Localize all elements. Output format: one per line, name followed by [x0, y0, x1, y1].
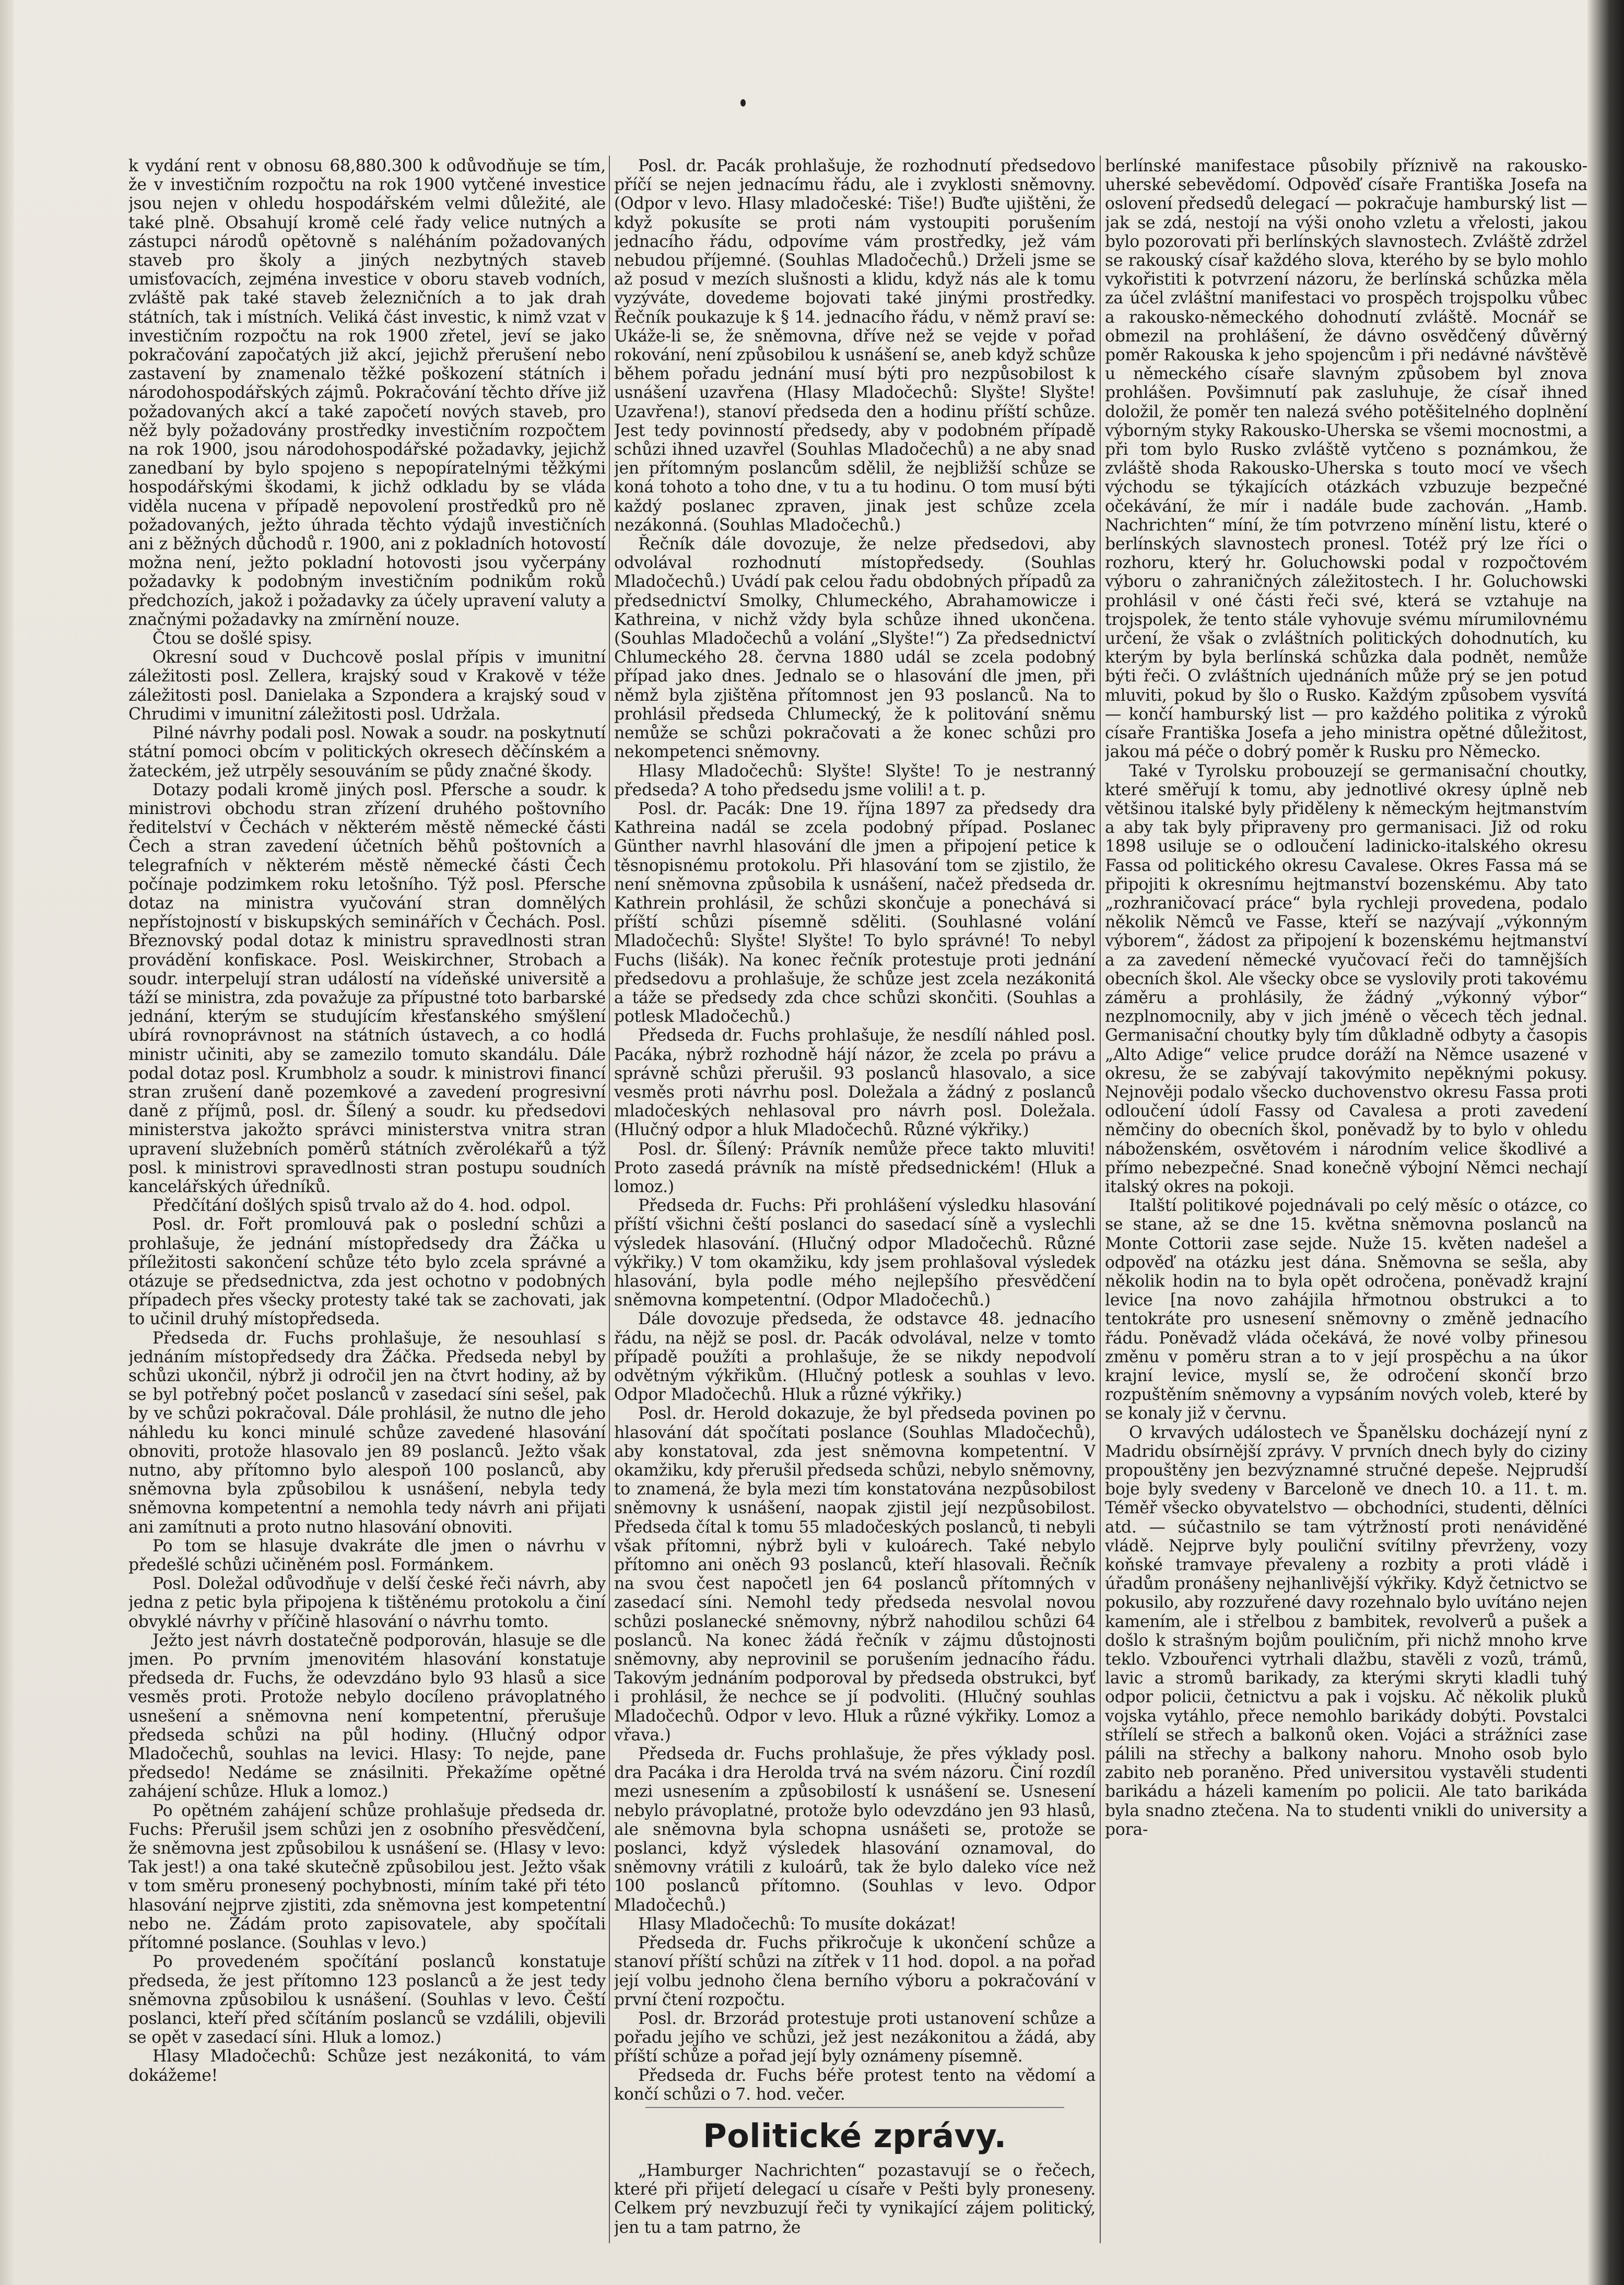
paragraph: Posl. dr. Herold dokazuje, že byl předseda povinen po hlasování dát spočítati poslance (Souhlas Mladočechů), aby konstatoval, zda jest sněmovna kompetentní. V okamžiku, kdy přerušil předseda schůzi, nebylo sněmovny, to znamená, že byla mezi tím konstatována nezpůsobilost sněmovny k usnášení, naopak zjistil její nezpůsobilost. Předseda čítal k tomu 55 mladočeských poslanců, ti nebyli však přítomni, nýbrž byli v kuloárech. Také nebylo přítomno ani oněch 93 poslanců, kteří hlasovali. Řečník na svou čest napočetl jen 64 poslanců přítomných v zasedací síni. Nemohl tedy předseda nesvolal novou schůzi poslanecké sněmovny, nýbrž nahodilou schůzi 64 poslanců. Na konec žádá řečník v zájmu důstojnosti sněmovny, aby neprovinil se porušením jednacího řádu. Takovým jednáním podporoval by předseda obstrukci, byť i prohlásil, že nechce se jí podvoliti. (Hlučný souhlas Mladočechů. Odpor v levo. Hluk a různé výkřiky. Lomoz a vřava.)	[614, 1404, 1096, 1745]
page-right-edge	[1587, 0, 1624, 2285]
paragraph: Po opětném zahájení schůze prohlašuje předseda dr. Fuchs: Přerušil jsem schůzi jen z osobního přesvědčení, že sněmovna jest způsobilou k usnášení se. (Hlasy v levo: Tak jest!) a ona také skutečně způsobilou jest. Ježto však v tom směru pronesený pochybnosti, míním také při této hlasování nejprve zjistiti, zda sněmovna jest kompetentní nebo ne. Žádám proto zapisovatele, aby spočítali přítomné poslance. (Souhlas v levo.)	[128, 1801, 606, 1953]
section-divider	[645, 2107, 1064, 2108]
paragraph: Čtou se došlé spisy.	[152, 629, 312, 649]
paragraph: Předseda dr. Fuchs prohlašuje, že nesdílí náhled posl. Pacáka, nýbrž rozhodně hájí názor, že zcela po právu a správně schůzi přerušil. 93 poslanců hlasovalo, a sice vesměs proti návrhu posl. Doležala a žádný z poslanců mladočeských nehlasoval pro návrh posl. Doležala. (Hlučný odpor a hluk Mladočechů. Různé výkřiky.)	[614, 1026, 1096, 1140]
paragraph: k vydání rent v obnosu 68,880.300 k odůvodňuje se tím, že v investičním rozpočtu na rok 1900 vytčené investice jsou nejen v ohledu hospodářském velmi důležité, ale také plně. Obsahují kromě celé řady velice nutných a zástupci národů opětovně s naléháním požadovaných staveb pro školy a jiných nezbytných staveb umisťovacích, zejména investice v oboru staveb vodních, zvláště pak také staveb železničních a to jak drah státních, tak i místních. Veliká část investic, k nimž vzat v investičním rozpočtu na rok 1900 zřetel, jeví se jako pokračování započatých již akcí, jejichž přerušení nebo zastavení by znamenalo těžké poškození státních i národohospodářských zájmů. Pokračování těchto dříve již požadovaných akcí a také započetí nových staveb, pro něž byly požadovány prostředky investičním rozpočtem na rok 1900, jsou národohospodářské požadavky, jejichž zanedbaní by bylo spojeno s nepopíratelnými těžkými hospodářskými škodami, k jichž odkladu by se vláda viděla nucena v případě nepovolení prostředků pro ně požadovaných, ježto úhrada těchto výdajů investičních ani z běžných důchodů r. 1900, ani z pokladních hotovostí možna není, ježto pokladní hotovosti jsou vyčerpány požadavky k podobným investičním podnikům roků předchozích, jakož i požadavky za účely upravení valuty a značnými požadavky na zmírnění nouze.	[128, 157, 606, 629]
paragraph: Hlasy Mladočechů: Schůze jest nezákonitá, to vám dokážeme!	[128, 2047, 606, 2085]
paragraph: Okresní soud v Duchcově poslal přípis v imunitní záležitosti posl. Zellera, krajský soud v Krakově v téže záležitosti posl. Danielaka a Szpondera a krajský soud v Chrudimi v imunitní záležitosti posl. Udržala.	[128, 648, 606, 724]
paragraph: Předseda dr. Fuchs: Při prohlášení výsledku hlasování příští všichni čeští poslanci do sasedací síně a vyslechli výsledek hlasování. (Hlučný odpor Mladočechů. Různé výkřiky.) V tom okamžiku, kdy jsem prohlašoval výsledek hlasování, byla podle mého nejlepšího přesvědčení sněmovna kompetentní. (Odpor Mladočechů.)	[614, 1196, 1096, 1310]
paragraph: Řečník dále dovozuje, že nelze předsedovi, aby odvolával rozhodnutí místopředsedy. (Souhlas Mladočechů.) Uvádí pak celou řadu obdobných případů za předsednictví Smolky, Chlumeckého, Abrahamowicze i Kathreina, v nichž vždy byla schůze ihned ukončena. (Souhlas Mladočechů a volání „Slyšte!“) Za předsednictví Chlumeckého 28. června 1880 udál se zcela podobný případ jako dnes. Jednalo se o hlasování dle jmen, při němž byla zjištěna přítomnost jen 93 poslanců. Na to prohlásil předseda Chlumecký, že k politování sněmu nemůže se schůzi pokračovati a že konec schůzi pro nekompetenci sněmovny.	[614, 535, 1096, 762]
paragraph: Předčítání došlých spisů trvalo až do 4. hod. odpol.	[152, 1196, 571, 1216]
paragraph: Hlasy Mladočechů: Slyšte! Slyšte! To je nestranný předseda? A toho předsedu jsme volili! a t. p.	[614, 761, 1096, 799]
paragraph: O krvavých událostech ve Španělsku docházejí nyní z Madridu obsírnější zprávy. V prvních dnech byly do ciziny propouštěny jen bezvýznamné stručné depeše. Nejprudší boje byly svedeny v Barceloně ve dnech 10. a 11. t. m. Téměř všecko obyvatelstvo — obchodníci, studenti, dělníci atd. — súčastnilo se tam výtržností proti nenáviděné vládě. Nejprve byly pouliční svítilny převrženy, vozy koňské tramvaye převaleny a rozbity a proti vládě i úřadům pronášeny nejhanlivější výkřiky. Když četnictvo se pokusilo, aby rozzuřené davy rozehnalo bylo uvítáno nejen kamením, ale i střelbou z bambitek, revolverů a pušek a došlo k strašným bojům pouličním, při nichž mnoho krve teklo. Vzbouřenci vytrhali dlažbu, stavěli z vozů, trámů, lavic a stromů barikady, za kterými skryti kladli tuhý odpor policii, četnictvu a pak i vojsku. Ač několik pluků vojska vytáhlo, přece nemohlo barikády dobýti. Povstalci střílelí se střech a balkonů oken. Vojáci a strážníci zase pálili na střechy a balkony nahoru. Mnoho osob bylo zabito neb poraněno. Před universitou vystavěli studenti barikádu a házeli kamením po policii. Ale tato barikáda byla snadno ztečena. Na to studenti vnikli do university a pora-	[1105, 1423, 1587, 1839]
paragraph: Posl. dr. Brzorád protestuje proti ustanovení schůze a pořadu jejího ve schůzi, jež jest nezákonitou a žádá, aby příští schůze a pořad její byly oznámeny písemně.	[614, 2009, 1096, 2066]
column-rule	[609, 156, 610, 2243]
column-1	[128, 157, 606, 2246]
paragraph: Po provedeném spočítání poslanců konstatuje předseda, že jest přítomno 123 poslanců a že jest tedy sněmovna způsobilou k usnášení. (Souhlas v levo. Čeští poslanci, kteří před sčítáním poslanců se vzdálili, objevili se opět v zasedací síni. Hluk a lomoz.)	[128, 1952, 606, 2047]
paragraph: Dotazy podali kromě jiných posl. Pfersche a soudr. k ministrovi obchodu stran zřízení druhého poštovního ředitelství v Čechách v některém městě německé části Čech a stran zavedení účetních běhů poštovních a telegrafních v některém městě německé části Čech počínaje podzimkem roku letošního. Týž posl. Pfersche dotaz na ministra vyučování stran domnělých nepřístojností v biskupských seminářích v Čechách. Posl. Březnovský podal dotaz k ministru spravedlnosti stran provádění konfiskace. Posl. Weiskirchner, Strobach a soudr. interpelují stran událostí na vídeňské universitě a táží se ministra, zda považuje za přípustné toto barbarské jednání, kterým se studujícím křesťanského smýšlení ubírá rovnoprávnost na státních ústavech, a co hodlá ministr učiniti, aby se zamezilo tomuto skandálu. Dále podal dotaz posl. Krumbholz a soudr. k ministrovi financí stran zrušení daně pozemkové a zavedení progresivní daně z příjmů, posl. dr. Šílený a soudr. ku předsedovi ministerstva jakožto správci ministerstva vnitra stran upravení služebních poměrů státních zvěrolékařů a týž posl. k ministrovi spravedlnosti stran postupu soudních kancelářských úředníků.	[128, 780, 606, 1196]
paragraph: Posl. dr. Šílený: Právník nemůže přece takto mluviti! Proto zasedá právník na místě předsednickém! (Hluk a lomoz.)	[614, 1139, 1096, 1196]
paragraph: Posl. dr. Fořt promlouvá pak o poslední schůzi a prohlašuje, že jednání místopředsedy dra Žáčka u příležitosti sakončení schůze této bylo zcela správné a otázuje se předsednictva, zda jest ochotno v podobných případech přes všecky protesty také tak se zachovati, jak to učinil druhý místopředseda.	[128, 1215, 606, 1329]
ink-speck	[740, 99, 746, 107]
paragraph: Italští politikové pojednávali po celý měsíc o otázce, co se stane, až se dne 15. května sněmovna poslanců na Monte Cottorii zase sejde. Nuže 15. květen nadešel a odpověď na otázku jest dána. Sněmovna se sešla, aby několik hodin na to byla opět odročena, poněvadž krajní levice [na novo zahájila hřmotnou obstrukci a to tentokráte pro usnesení sněmovny o změně jednacího řádu. Poněvadž vláda očekává, že nové volby přinesou změnu v poměru stran a to v její prospěchu a na úkor krajní levice, myslí se, že odročení skončí brzo rozpuštěním sněmovny a vypsáním nových voleb, které by se konaly již v červnu.	[1105, 1196, 1587, 1423]
paragraph: Předseda dr. Fuchs béře protest tento na vědomí a končí schůzi o 7. hod. večer.	[614, 2066, 1096, 2104]
paragraph: Posl. dr. Pacák: Dne 19. října 1897 za předsedy dra Kathreina nadál se zcela podobný případ. Poslanec Günther navrhl hlasování dle jmen a připojení petice k těsnopisnému protokolu. Při hlasování tom se zjistilo, že není sněmovna způsobila k usnášení, načež předseda dr. Kathrein prohlásil, že schůzi skončuje a ponechává si příští schůzi písemně sděliti. (Souhlasné volání Mladočechů: Slyšte! Slyšte! To bylo správné! To nebyl Fuchs (lišák). Na konec řečník protestuje proti jednání předsedovu a prohlašuje, že schůze jest zcela nezákonitá a táže se předsedy zda chce schůzi skončiti. (Souhlas a potlesk Mladočechů.)	[614, 799, 1096, 1027]
paragraph: berlínské manifestace působily příznivě na rakousko-uherské sebevědomí. Odpověď císaře Františka Josefa na oslovení předsedů delegací — pokračuje hamburský list — jak se zdá, nestojí na výši onoho vzletu a vřelosti, jakou bylo pozorovati při berlínských slavnostech. Zvláště zdržel se rakouský císař každého slova, kterého by se bylo mohlo vykořistiti k potvrzení názoru, že berlínská schůzka měla za účel zvláštní manifestaci vo prospěch trojspolku vůbec a rakousko-německého dohodnutí zvláště. Mocnář se obmezil na prohlášení, že dávno osvědčený důvěrný poměr Rakouska k jeho spojencům i při nedávné návštěvě u německého císaře slavným způsobem byl znova prohlášen. Povšimnutí pak zasluhuje, že císař ihned doložil, že poměr ten nalezá svého potěšitelného doplnění výborným styky Rakousko-Uherska se všemi mocnostmi, a při tom bylo Rusko zvláště vytčeno s poznámkou, že zvláště shoda Rakousko-Uherska s touto mocí ve všech východu se týkajících otázkách vzbuzuje bezpečné očekávání, že mír i nadále bude zachován. „Hamb. Nachrichten“ míní, že tím potvrzeno mínění listu, které o berlínských slavnostech pronesl. Totéž prý lze říci o rozhoru, který hr. Goluchowski podal v rozpočtovém výboru o zahraničných záležitostech. I hr. Goluchowski prohlásil v oné části řeči své, která se vztahuje na trojspolek, že tento stále vyhovuje svému mírumilovnému určení, že však o zvláštních politických dohodnutích, ku kterým by byla berlínská schůzka dala podnět, nemůže býti řeči. O zvláštních ujednáních může prý se jen potud mluviti, pokud by šlo o Rusko. Každým způsobem vysvítá — končí hamburský list — pro každého politika z výroků císaře Františka Josefa a jeho ministra opětné důležitost, jakou má péče o dobrý poměr k Rusku pro Německo.	[1105, 157, 1587, 762]
paragraph: Předseda dr. Fuchs prohlašuje, že přes výklady posl. dra Pacáka i dra Herolda trvá na svém názoru. Činí rozdíl mezi usnesením a způsobilostí k usnášení se. Usnesení nebylo právoplatné, protože bylo odevzdáno jen 93 hlasů, ale sněmovna byla schopna usnášeti se, protože se poslanci, když výsledek hlasování oznamoval, do sněmovny vrátili z kuloárů, tak že bylo daleko více než 100 poslanců přítomno. (Souhlas v levo. Odpor Mladočechů.)	[614, 1745, 1096, 1915]
paragraph: Dále dovozuje předseda, že odstavce 48. jednacího řádu, na nějž se posl. dr. Pacák odvolával, nelze v tomto případě použíti a prohlašuje, že se nikdy nepodvolí odvětným výkřikům. (Hlučný potlesk a souhlas v levo. Odpor Mladočechů. Hluk a různé výkřiky.)	[614, 1310, 1096, 1405]
column-3	[1105, 157, 1587, 2246]
paragraph: Hlasy Mladočechů: To musíte dokázat!	[638, 1914, 957, 1934]
paragraph: Po tom se hlasuje dvakráte dle jmen o návrhu v předešlé schůzi učiněném posl. Formánkem.	[128, 1536, 606, 1575]
column-rule	[1100, 156, 1101, 2243]
paragraph: Posl. Doležal odůvodňuje v delší české řeči návrh, aby jedna z petic byla připojena k tištěnému protokolu a činí obvyklé návrhy v příčině hlasování o návrhu tomto.	[128, 1574, 606, 1631]
paragraph: „Hamburger Nachrichten“ pozastavují se o řečech, které při přijetí delegací u císaře v Pešti byly proneseny. Celkem prý nevzbuzují řeči ty vynikající zájem politický, jen tu a tam patrno, že	[614, 2161, 1096, 2237]
paragraph: Ježto jest návrh dostatečně podporován, hlasuje se dle jmen. Po prvním jmenovitém hlasování konstatuje předseda dr. Fuchs, že odevzdáno bylo 93 hlasů a sice vesměs proti. Protože nebylo docíleno právoplatného usnešení a sněmovna není kompetentní, přerušuje předseda schůzi na půl hodiny. (Hlučný odpor Mladočechů, souhlas na levici. Hlasy: To nejde, pane předsedo! Nedáme se znásilniti. Překažíme opětné zahájení schůze. Hluk a lomoz.)	[128, 1631, 606, 1801]
column-2	[614, 157, 1096, 2246]
paragraph: Předseda dr. Fuchs prohlašuje, že nesouhlasí s jednáním místopředsedy dra Žáčka. Předseda nebyl by schůzi ukončil, nýbrž ji odročil jen na čtvrt hodiny, až by se byl potřebný počet poslanců v zasedací síni sešel, pak by ve schůzi pokračoval. Dále prohlásil, že nutno dle jeho náhledu ku konci minulé schůze zavedené hlasování obnoviti, protože hlasovalo jen 89 poslanců. Ježto však nutno, aby přítomno bylo alespoň 100 poslanců, aby sněmovna byla způsobilou k usnášení, nebyla tedy sněmovna kompetentní a nemohla tedy návrh ani přijati ani zamítnuti a proto nutno hlasování obnoviti.	[128, 1328, 606, 1537]
paragraph: Posl. dr. Pacák prohlašuje, že rozhodnutí předsedovo příčí se nejen jednacímu řádu, ale i zvyklosti sněmovny. (Odpor v levo. Hlasy mladočeské: Tiše!) Buďte ujištěni, že když pokusíte se proti nám vystoupiti porušením jednacího řádu, odpovíme vám prostředky, jež vám nebudou příjemné. (Souhlas Mladočechů.) Drželi jsme se až posud v mezích slušnosti a klidu, když nás ale k tomu vyzýváte, dovedeme bojovati také jinými prostředky. Řečník poukazuje k § 14. jednacího řádu, v němž praví se: Ukáže-li se, že sněmovna, dříve než se vejde v pořad rokování, není způsobilou k usnášení se, aneb když schůze během pořadu jednání musí býti pro nezpůsobilost k usnášení uzavřena (Hlasy Mladočechů: Slyšte! Slyšte! Uzavřena!), stanoví předseda den a hodinu příští schůze. Jest tedy povinností předsedy, aby v podobném případě schůzi ihned uzavřel (Souhlas Mladočechů) a ne aby snad jen přítomným poslancům sdělil, že nejbližší schůze se koná tohoto a toho dne, v tu a tu hodinu. O tom musí býti každý poslanec zpraven, jinak jest schůze zcela nezákonná. (Souhlas Mladočechů.)	[614, 157, 1096, 535]
paragraph: Také v Tyrolsku probouzejí se germanisační choutky, které směřují k tomu, aby jednotlivé okresy úplně neb většinou italské byly přiděleny k německým hejtmanstvím a aby tak byly připraveny pro germanisaci. Již od roku 1898 usiluje se o odloučení ladinicko-italského okresu Fassa od politického okresu Cavalese. Okres Fassa má se připojiti k okresnímu hejtmanství bozenskému. Aby tato „rozhraničovací práce“ byla rychleji provedena, podalo několik Němců ve Fasse, kteří se nazývají „výkonným výborem“, žádost za připojení k bozenskému hejtmanství a za zavedení německé vyučovací řeči do tamnějších obecních škol. Ale všecky obce se vyslovily proti takovému záměru a prohlásily, že žádný „výkonný výbor“ nezplnomocnily, aby v jich jméně o věcech těch jednal. Germanisační choutky byly tím důkladně odbyty a časopis „Alto Adige“ velice prudce doráží na Němce usazené v okresu, že se zabývají takovýmito nepěknými pokusy. Nejnověji podalo všecko duchovenstvo okresu Fassa proti odloučení údolí Fassy od Cavalesa a proti zavedení němčiny do obecních škol, poněvadž by to bylo v ohledu náboženském, osvětovém i národním velice škodlivé a přímo nebezpečné. Snad konečně výbojní Němci nechají italský okres na pokoji.	[1105, 761, 1587, 1196]
paragraph: Předseda dr. Fuchs přikročuje k ukončení schůze a stanoví příští schůzi na zítřek v 11 hod. dopol. a na pořad její volbu jednoho člena berního výboru a pokračování v první čtení rozpočtu.	[614, 1934, 1096, 2009]
paragraph: Pilné návrhy podali posl. Nowak a soudr. na poskytnutí státní pomoci obcím v politických okresech děčínském a žateckém, jež utrpěly sesouváním se půdy značné škody.	[128, 724, 606, 781]
page-left-edge	[0, 0, 14, 2285]
section-heading: Politické zprávy.	[703, 2116, 1007, 2155]
